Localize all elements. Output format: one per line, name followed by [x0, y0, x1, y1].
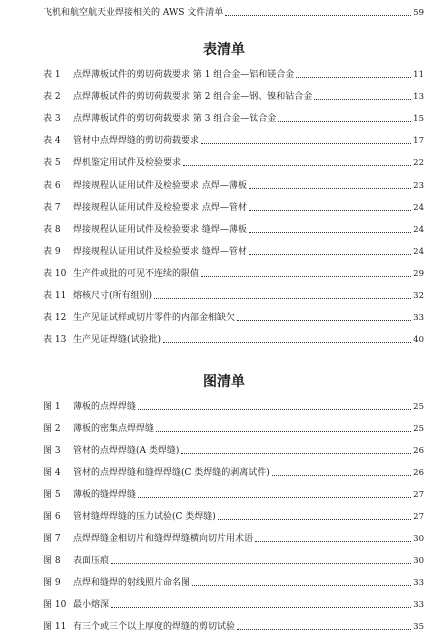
table-list-entry[interactable] — [43, 89, 424, 103]
entry-label: 点焊薄板试件的剪切荷载要求 第 3 组合金—钛合金 — [73, 114, 277, 125]
entry-number: 表 9 — [43, 246, 61, 257]
entry-page: 35 — [413, 622, 424, 632]
table-list-entry[interactable] — [43, 266, 424, 280]
leader-dots — [272, 475, 411, 476]
entry-label: 管材的点焊焊缝(A 类焊缝) — [73, 446, 180, 456]
entry-number: 图 2 — [43, 424, 61, 434]
figure-list-entry[interactable] — [43, 509, 424, 523]
entry-number: 表 2 — [43, 92, 61, 103]
entry-label: 最小熔深 — [73, 600, 110, 610]
figure-list-entry[interactable] — [43, 575, 424, 589]
entry-number: 图 9 — [43, 578, 61, 588]
leader-dots — [225, 15, 411, 16]
entry-page: 29 — [413, 268, 424, 279]
entry-number: 图 8 — [43, 556, 61, 566]
entry-label: 生产件或批的可见不连续的限值 — [73, 268, 200, 279]
figure-list-entry[interactable] — [43, 619, 424, 633]
entry-page: 26 — [413, 446, 424, 456]
figure-list-entry[interactable] — [43, 443, 424, 457]
entry-label: 薄板的密集点焊焊缝 — [73, 424, 155, 434]
entry-number: 表 6 — [43, 180, 61, 191]
entry-number: 表 13 — [43, 335, 67, 346]
entry-label: 表面压痕 — [73, 556, 110, 566]
entry-label: 管材中点焊焊缝的剪切荷载要求 — [73, 136, 200, 147]
figure-list-entry[interactable] — [43, 553, 424, 567]
leader-dots — [111, 563, 411, 564]
entry-page: 24 — [413, 246, 424, 257]
entry-page: 33 — [413, 600, 424, 610]
leader-dots — [181, 453, 411, 454]
entry-page: 24 — [413, 202, 424, 213]
entry-label: 焊接规程认证用试件及检验要求 缝焊—薄板 — [73, 224, 247, 235]
entry-number: 图 4 — [43, 468, 61, 478]
entry-label: 点焊和缝焊的射线照片命名图 — [73, 578, 191, 588]
figure-list-entry[interactable] — [43, 399, 424, 413]
entry-page: 17 — [413, 136, 424, 147]
entry-label: 点焊焊缝金相切片和缝焊焊缝横向切片用术语 — [73, 534, 254, 544]
tables-list-heading: 表清单 — [203, 42, 245, 58]
leader-dots — [183, 165, 411, 166]
entry-label: 焊接规程认证用试件及检验要求 点焊—薄板 — [73, 180, 247, 191]
entry-number: 图 6 — [43, 512, 61, 522]
entry-page: 23 — [413, 180, 424, 191]
entry-number: 表 10 — [43, 268, 67, 279]
figures-list-heading: 图清单 — [203, 374, 245, 390]
entry-page: 22 — [413, 158, 424, 169]
entry-number: 图 5 — [43, 490, 61, 500]
leader-dots — [314, 99, 411, 100]
entry-number: 图 10 — [43, 600, 67, 610]
leader-dots — [163, 342, 411, 343]
entry-number: 图 1 — [43, 402, 61, 412]
leader-dots — [249, 232, 411, 233]
entry-number: 表 11 — [43, 291, 67, 301]
entry-label: 焊接规程认证用试件及检验要求 点焊—管材 — [73, 202, 247, 213]
leader-dots — [218, 519, 411, 520]
table-list-entry[interactable] — [43, 332, 424, 346]
leader-dots — [255, 541, 411, 542]
leader-dots — [111, 607, 411, 608]
table-list-entry[interactable] — [43, 310, 424, 324]
entry-page: 24 — [413, 224, 424, 235]
table-list-entry[interactable] — [43, 133, 424, 147]
leader-dots — [278, 121, 411, 122]
leader-dots — [237, 629, 411, 630]
entry-label: 管材缝焊焊缝的压力试验(C 类焊缝) — [73, 512, 216, 522]
entry-page: 27 — [413, 490, 424, 500]
entry-label: 熔核尺寸(所有组别) — [73, 291, 153, 301]
leader-dots — [201, 276, 411, 277]
leader-dots — [156, 431, 411, 432]
leader-dots — [138, 497, 411, 498]
figure-list-entry[interactable] — [43, 487, 424, 501]
leader-dots — [249, 254, 411, 255]
table-list-entry[interactable] — [43, 155, 424, 169]
entry-page: 59 — [413, 8, 424, 18]
figure-list-entry[interactable] — [43, 597, 424, 611]
entry-page: 30 — [413, 556, 424, 566]
entry-label: 薄板的点焊焊缝 — [73, 402, 137, 412]
entry-page: 13 — [413, 92, 424, 103]
table-list-entry[interactable] — [43, 222, 424, 236]
entry-number: 表 7 — [43, 202, 61, 213]
entry-label: 焊接规程认证用试件及检验要求 缝焊—管材 — [73, 246, 247, 257]
entry-number: 表 3 — [43, 114, 61, 125]
toc-entry-aws-docs[interactable] — [43, 5, 424, 19]
leader-dots — [192, 585, 411, 586]
table-list-entry[interactable] — [43, 200, 424, 214]
leader-dots — [138, 409, 411, 410]
leader-dots — [296, 77, 411, 78]
entry-page: 27 — [413, 512, 424, 522]
leader-dots — [154, 298, 411, 299]
figure-list-entry[interactable] — [43, 421, 424, 435]
entry-label: 生产见证焊缝(试验批) — [73, 335, 162, 346]
figure-list-entry[interactable] — [43, 531, 424, 545]
leader-dots — [237, 320, 411, 321]
entry-label: 点焊薄板试件的剪切荷载要求 第 1 组合金—铝和镁合金 — [73, 70, 295, 80]
entry-page: 25 — [413, 402, 424, 412]
leader-dots — [249, 188, 411, 189]
entry-label: 有三个或三个以上厚度的焊缝的剪切试验 — [73, 622, 236, 632]
entry-label: 薄板的缝焊焊缝 — [73, 490, 137, 500]
entry-number: 图 11 — [43, 622, 67, 632]
entry-number: 表 8 — [43, 224, 61, 235]
entry-number: 图 7 — [43, 534, 61, 544]
entry-page: 33 — [413, 313, 424, 324]
leader-dots — [201, 143, 411, 144]
entry-page: 33 — [413, 578, 424, 588]
entry-label: 焊机鉴定用试件及检验要求 — [73, 158, 182, 169]
entry-number: 表 1 — [43, 70, 61, 80]
entry-page: 15 — [413, 114, 424, 125]
leader-dots — [249, 210, 411, 211]
entry-number: 表 12 — [43, 313, 67, 324]
entry-page: 32 — [413, 291, 424, 301]
table-list-entry[interactable] — [43, 67, 424, 81]
entry-label: 点焊薄板试件的剪切荷载要求 第 2 组合金—钢、镍和钴合金 — [73, 92, 313, 103]
entry-page: 25 — [413, 424, 424, 434]
entry-page: 26 — [413, 468, 424, 478]
entry-number: 表 5 — [43, 158, 61, 169]
entry-label: 生产见证试样或切片零件的内部金相缺欠 — [73, 313, 236, 324]
entry-page: 11 — [413, 70, 424, 80]
table-list-entry[interactable] — [43, 111, 424, 125]
table-list-entry[interactable] — [43, 244, 424, 258]
entry-number: 表 4 — [43, 136, 61, 147]
figure-list-entry[interactable] — [43, 465, 424, 479]
entry-page: 40 — [413, 335, 424, 346]
entry-page: 30 — [413, 534, 424, 544]
entry-label: 飞机和航空航天业焊接相关的 AWS 文件清单 — [43, 8, 224, 18]
entry-label: 管材的点焊焊缝和缝焊焊缝(C 类焊缝的剥离试件) — [73, 468, 270, 478]
table-list-entry[interactable] — [43, 178, 424, 192]
table-list-entry[interactable] — [43, 288, 424, 302]
entry-number: 图 3 — [43, 446, 61, 456]
